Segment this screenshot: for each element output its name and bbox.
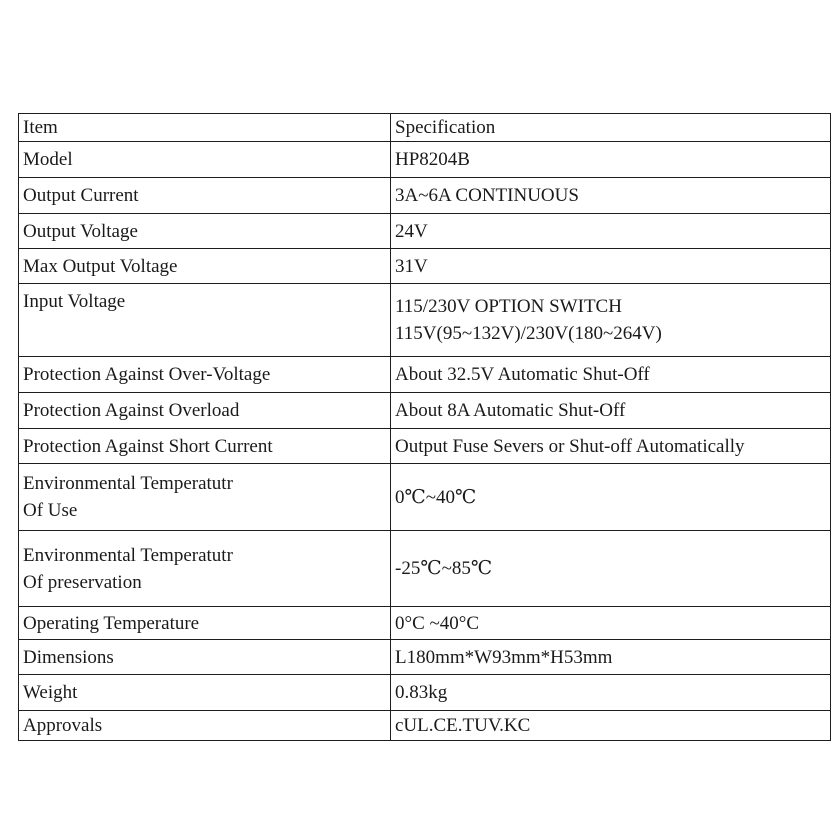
row-item [19, 357, 391, 393]
table-row [19, 357, 831, 393]
table-header-row [19, 114, 831, 142]
row-item-text: Max Output Voltage [23, 255, 178, 277]
row-item-text: Input Voltage [23, 291, 126, 312]
row-spec-text: 3A~6A CONTINUOUS [395, 185, 579, 206]
row-spec [391, 675, 831, 711]
row-spec-text: Output Fuse Severs or Shut-off Automatically [395, 435, 745, 457]
spec-table [18, 113, 831, 741]
row-item [19, 142, 391, 178]
row-item [19, 675, 391, 711]
row-item-text: Operating Temperature [23, 612, 200, 634]
row-item [19, 531, 391, 607]
table-row [19, 178, 831, 214]
table-row [19, 284, 831, 357]
table-row [19, 607, 831, 640]
header-item: Item [19, 114, 391, 142]
table-row [19, 675, 831, 711]
row-item-text: Protection Against Overload [23, 400, 240, 421]
row-spec [391, 284, 831, 357]
row-spec [391, 607, 831, 640]
row-item-text: Output Voltage [23, 220, 138, 242]
row-item-text: Approvals [23, 715, 103, 736]
row-item [19, 178, 391, 214]
row-spec [391, 357, 831, 393]
row-spec [391, 178, 831, 214]
table-row [19, 464, 831, 531]
header-spec: Specification [391, 114, 831, 142]
row-item-text: Dimensions [23, 646, 114, 668]
table-row [19, 640, 831, 675]
row-item-text: Environmental Temperatutr [23, 544, 233, 566]
row-spec [391, 142, 831, 178]
row-spec [391, 249, 831, 284]
row-spec-text: 0.83kg [395, 682, 448, 703]
row-item-text: Protection Against Short Current [23, 435, 273, 457]
table-row [19, 531, 831, 607]
row-spec [391, 640, 831, 675]
row-spec-text: 0℃~40℃ [395, 486, 477, 508]
row-spec [391, 429, 831, 464]
row-spec [391, 214, 831, 249]
row-item-text: Weight [23, 682, 78, 703]
row-item-text: Output Current [23, 185, 139, 206]
row-spec-text: 115V(95~132V)/230V(180~264V) [395, 323, 662, 344]
table-row [19, 711, 831, 741]
row-item-text: Protection Against Over-Voltage [23, 364, 271, 385]
table-row [19, 249, 831, 284]
row-item-text: Of preservation [23, 571, 142, 593]
row-spec-text: L180mm*W93mm*H53mm [395, 646, 613, 668]
row-spec-text: 31V [395, 255, 428, 277]
row-item [19, 214, 391, 249]
row-spec-text: -25℃~85℃ [395, 558, 493, 579]
row-item [19, 464, 391, 531]
row-item [19, 429, 391, 464]
row-spec-text: About 32.5V Automatic Shut-Off [395, 364, 650, 385]
row-item-text: Model [23, 149, 73, 170]
row-spec-text: About 8A Automatic Shut-Off [395, 400, 626, 421]
row-spec [391, 464, 831, 531]
row-spec [391, 711, 831, 741]
row-spec-text: 115/230V OPTION SWITCH [395, 296, 622, 317]
row-spec-text: cUL.CE.TUV.KC [395, 715, 531, 736]
row-item [19, 284, 391, 357]
row-spec [391, 531, 831, 607]
table-row [19, 214, 831, 249]
row-item [19, 393, 391, 429]
row-spec-text: 24V [395, 220, 428, 242]
row-spec [391, 393, 831, 429]
row-item [19, 640, 391, 675]
row-spec-text: 0°C ~40°C [395, 612, 480, 634]
row-item [19, 607, 391, 640]
table-row [19, 142, 831, 178]
row-item [19, 249, 391, 284]
row-item-text: Of Use [23, 500, 78, 521]
table-row [19, 393, 831, 429]
row-item [19, 711, 391, 741]
row-item-text: Environmental Temperatutr [23, 473, 233, 494]
row-spec-text: HP8204B [395, 149, 470, 170]
table-row [19, 429, 831, 464]
